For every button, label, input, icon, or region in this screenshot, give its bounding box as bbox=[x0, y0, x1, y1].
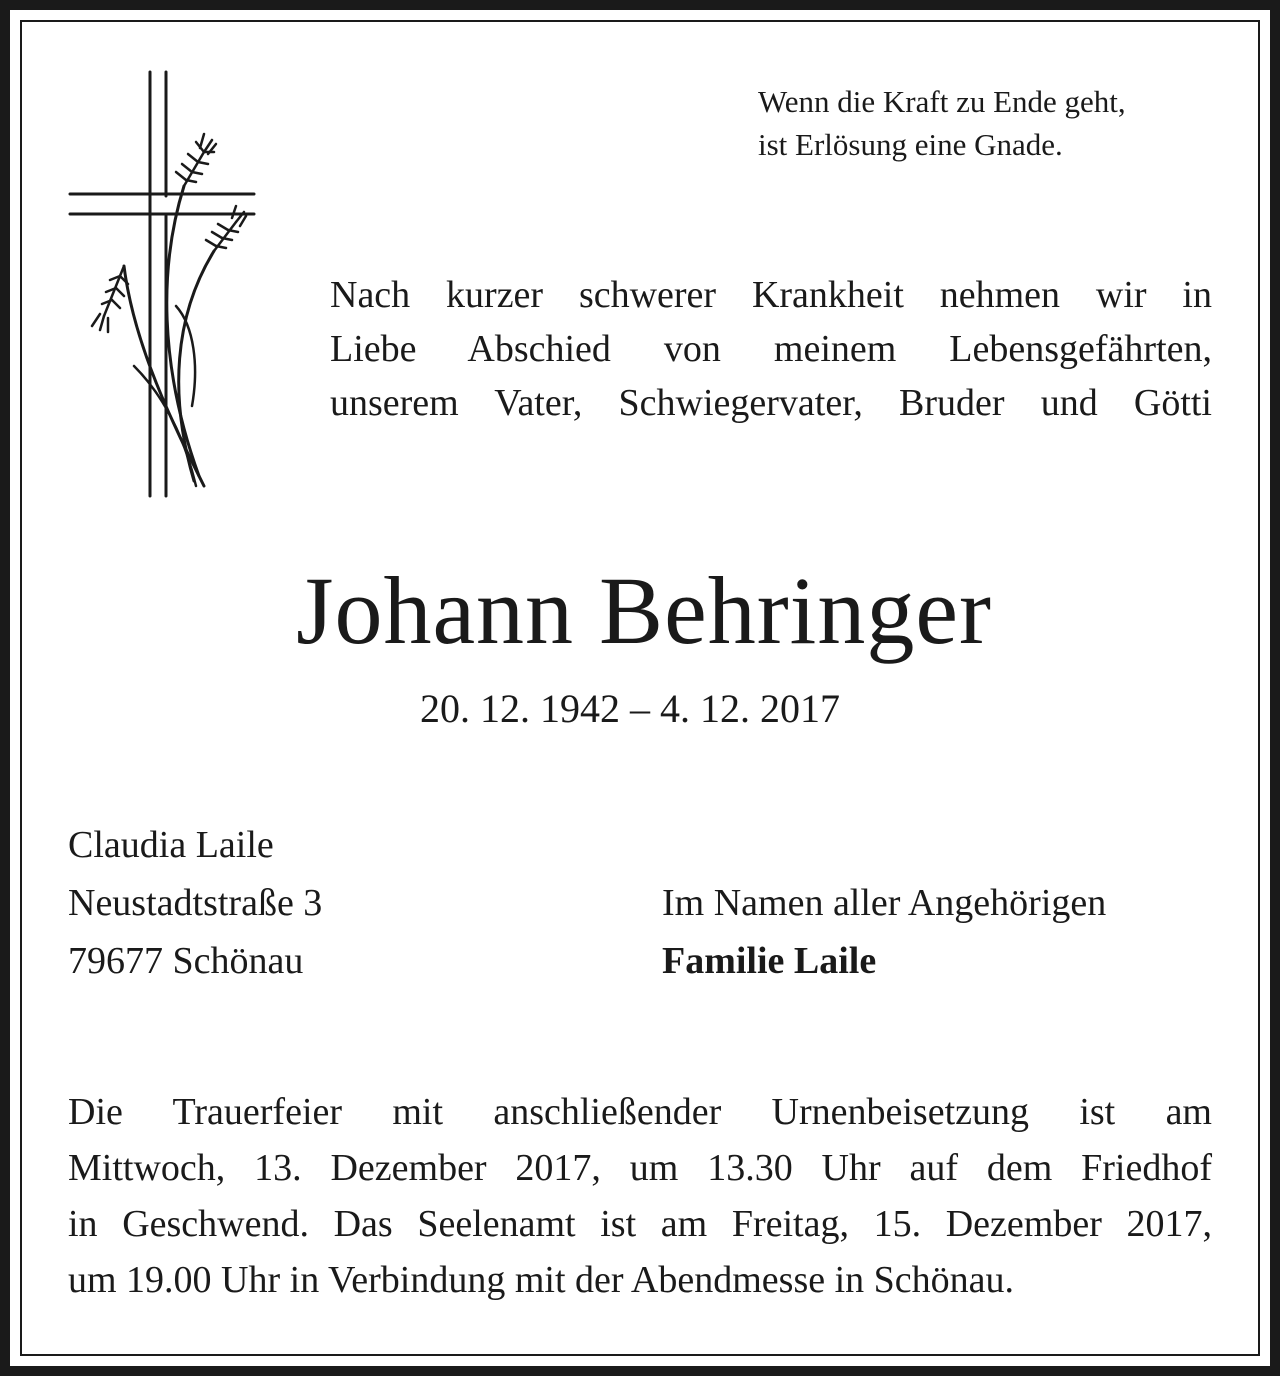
address-line: 79677 Schönau bbox=[68, 940, 304, 982]
service-details bbox=[68, 1084, 1212, 1308]
service-line: Mittwoch, 13. Dezember 2017, um 13.30 Uhr auf dem Friedhof bbox=[68, 1147, 1212, 1189]
address-line: Neustadtstraße 3 bbox=[68, 882, 323, 924]
signature-block bbox=[662, 874, 1212, 990]
address-line: Claudia Laile bbox=[68, 824, 274, 866]
family-name: Familie Laile bbox=[662, 940, 877, 982]
intro-line: Liebe Abschied von meinem Lebensgefährten, bbox=[330, 328, 1212, 370]
service-line: Die Trauerfeier mit anschließender Urnenbeisetzung ist am bbox=[68, 1091, 1212, 1133]
motto-line: Wenn die Kraft zu Ende geht, bbox=[758, 84, 1126, 119]
service-line: um 19.00 Uhr in Verbindung mit der Abendmesse in Schönau. bbox=[68, 1259, 1015, 1301]
cross-with-wheat-icon bbox=[64, 66, 260, 500]
service-line: in Geschwend. Das Seelenamt ist am Freitag, 15. Dezember 2017, bbox=[68, 1203, 1212, 1245]
intro-line: unserem Vater, Schwiegervater, Bruder und Götti bbox=[330, 382, 1212, 424]
motto-line: ist Erlösung eine Gnade. bbox=[758, 127, 1063, 162]
life-dates: 20. 12. 1942 – 4. 12. 2017 bbox=[420, 686, 840, 731]
intro-text bbox=[330, 268, 1212, 430]
intro-line: Nach kurzer schwerer Krankheit nehmen wir in bbox=[330, 274, 1212, 316]
contact-address bbox=[68, 816, 322, 990]
deceased-name: Johann Behringer bbox=[296, 557, 992, 664]
motto bbox=[758, 80, 1228, 166]
signature-line: Im Namen aller Angehörigen bbox=[662, 882, 1107, 924]
